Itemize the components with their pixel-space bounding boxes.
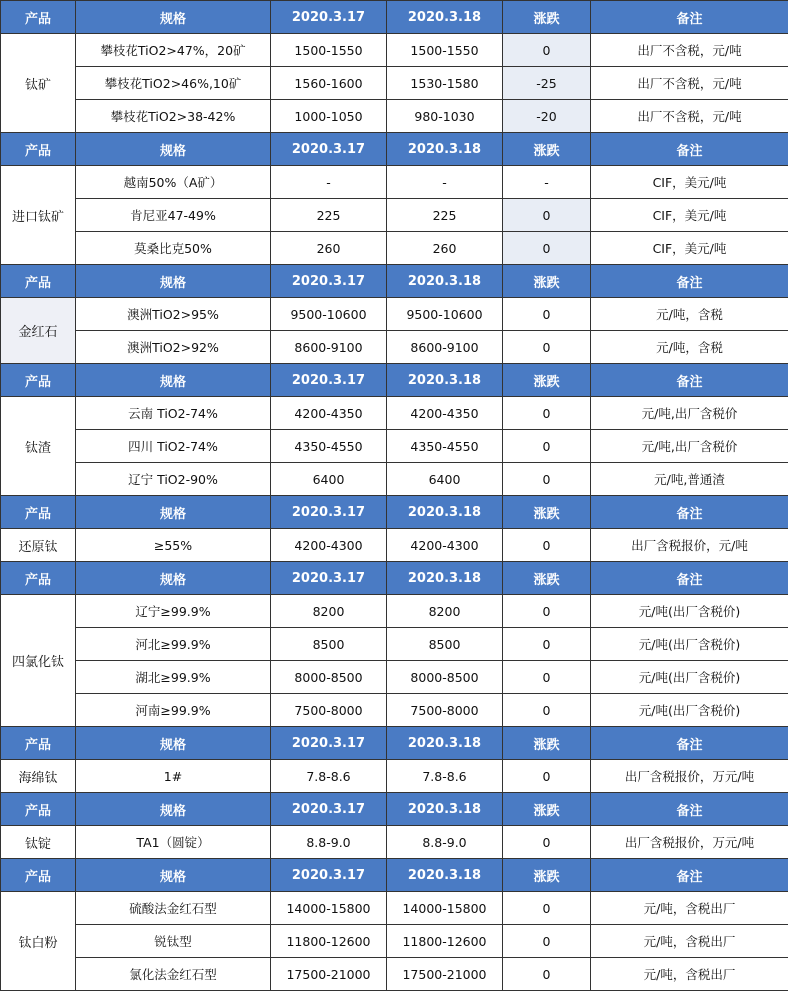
header-note: 备注 [591, 1, 788, 34]
change-cell: 0 [503, 661, 591, 694]
change-cell: -20 [503, 100, 591, 133]
header-date1: 2020.3.17 [271, 496, 387, 529]
change-cell: 0 [503, 430, 591, 463]
price-date1-cell: - [271, 166, 387, 199]
change-cell: 0 [503, 199, 591, 232]
change-cell: 0 [503, 892, 591, 925]
note-cell: 元/吨(出厂含税价) [591, 595, 788, 628]
change-cell: -25 [503, 67, 591, 100]
price-date1-cell: 1560-1600 [271, 67, 387, 100]
note-cell: 出厂不含税，元/吨 [591, 100, 788, 133]
price-date2-cell: 225 [387, 199, 503, 232]
product-name: 钛矿 [1, 34, 76, 133]
header-row [1, 133, 788, 166]
change-cell: 0 [503, 463, 591, 496]
header-product: 产品 [1, 133, 76, 166]
price-date2-cell: 8000-8500 [387, 661, 503, 694]
price-date2-cell: 8.8-9.0 [387, 826, 503, 859]
price-date1-cell: 1000-1050 [271, 100, 387, 133]
spec-cell: 云南 TiO2-74% [76, 397, 271, 430]
table-row [1, 166, 788, 199]
spec-cell: 四川 TiO2-74% [76, 430, 271, 463]
header-note: 备注 [591, 133, 788, 166]
header-note: 备注 [591, 859, 788, 892]
header-spec: 规格 [76, 265, 271, 298]
header-date2: 2020.3.18 [387, 265, 503, 298]
change-cell: 0 [503, 529, 591, 562]
header-note: 备注 [591, 562, 788, 595]
price-date2-cell: 7.8-8.6 [387, 760, 503, 793]
change-cell: 0 [503, 760, 591, 793]
price-date2-cell: 4200-4350 [387, 397, 503, 430]
price-date2-cell: 1500-1550 [387, 34, 503, 67]
change-cell: 0 [503, 628, 591, 661]
table-row [1, 397, 788, 430]
table-row [1, 199, 788, 232]
table-row [1, 595, 788, 628]
header-spec: 规格 [76, 793, 271, 826]
price-date2-cell: - [387, 166, 503, 199]
note-cell: 元/吨,出厂含税价 [591, 397, 788, 430]
product-name: 海绵钛 [1, 760, 76, 793]
product-name: 金红石 [1, 298, 76, 364]
header-date1: 2020.3.17 [271, 793, 387, 826]
note-cell: 元/吨(出厂含税价) [591, 694, 788, 727]
header-date2: 2020.3.18 [387, 1, 503, 34]
header-date1: 2020.3.17 [271, 562, 387, 595]
price-date1-cell: 260 [271, 232, 387, 265]
table-row [1, 826, 788, 859]
header-date2: 2020.3.18 [387, 496, 503, 529]
spec-cell: 莫桑比克50% [76, 232, 271, 265]
header-date1: 2020.3.17 [271, 364, 387, 397]
price-date1-cell: 8600-9100 [271, 331, 387, 364]
change-cell: 0 [503, 397, 591, 430]
table-row [1, 298, 788, 331]
header-change: 涨跌 [503, 727, 591, 760]
spec-cell: 辽宁≥99.9% [76, 595, 271, 628]
table-row [1, 958, 788, 991]
header-note: 备注 [591, 364, 788, 397]
header-date1: 2020.3.17 [271, 727, 387, 760]
table-row [1, 694, 788, 727]
header-row [1, 364, 788, 397]
change-cell: 0 [503, 826, 591, 859]
header-note: 备注 [591, 793, 788, 826]
price-date1-cell: 4200-4350 [271, 397, 387, 430]
spec-cell: 氯化法金红石型 [76, 958, 271, 991]
header-spec: 规格 [76, 496, 271, 529]
spec-cell: 澳洲TiO2>92% [76, 331, 271, 364]
price-date2-cell: 980-1030 [387, 100, 503, 133]
header-product: 产品 [1, 793, 76, 826]
price-date1-cell: 11800-12600 [271, 925, 387, 958]
note-cell: 元/吨，含税 [591, 298, 788, 331]
change-cell: 0 [503, 331, 591, 364]
price-date2-cell: 11800-12600 [387, 925, 503, 958]
change-cell: 0 [503, 595, 591, 628]
price-date1-cell: 14000-15800 [271, 892, 387, 925]
price-date1-cell: 4200-4300 [271, 529, 387, 562]
price-date1-cell: 9500-10600 [271, 298, 387, 331]
header-date2: 2020.3.18 [387, 562, 503, 595]
spec-cell: 河北≥99.9% [76, 628, 271, 661]
header-note: 备注 [591, 727, 788, 760]
header-product: 产品 [1, 727, 76, 760]
price-date2-cell: 17500-21000 [387, 958, 503, 991]
spec-cell: 攀枝花TiO2>46%,10矿 [76, 67, 271, 100]
change-cell: 0 [503, 958, 591, 991]
header-date1: 2020.3.17 [271, 133, 387, 166]
spec-cell: 1# [76, 760, 271, 793]
header-product: 产品 [1, 265, 76, 298]
header-row [1, 859, 788, 892]
spec-cell: 辽宁 TiO2-90% [76, 463, 271, 496]
price-date2-cell: 260 [387, 232, 503, 265]
header-change: 涨跌 [503, 562, 591, 595]
header-row [1, 1, 788, 34]
header-row [1, 793, 788, 826]
table-row [1, 67, 788, 100]
table-row [1, 100, 788, 133]
header-date2: 2020.3.18 [387, 364, 503, 397]
header-product: 产品 [1, 496, 76, 529]
table-row [1, 529, 788, 562]
table-row [1, 925, 788, 958]
table-row [1, 760, 788, 793]
note-cell: 元/吨，含税出厂 [591, 892, 788, 925]
header-product: 产品 [1, 364, 76, 397]
note-cell: 元/吨，含税出厂 [591, 958, 788, 991]
spec-cell: 越南50%（A矿） [76, 166, 271, 199]
header-note: 备注 [591, 265, 788, 298]
header-spec: 规格 [76, 1, 271, 34]
header-date2: 2020.3.18 [387, 133, 503, 166]
price-date2-cell: 14000-15800 [387, 892, 503, 925]
header-product: 产品 [1, 859, 76, 892]
price-date2-cell: 9500-10600 [387, 298, 503, 331]
product-name: 还原钛 [1, 529, 76, 562]
price-table-body [1, 1, 788, 991]
note-cell: 元/吨(出厂含税价) [591, 661, 788, 694]
note-cell: CIF，美元/吨 [591, 199, 788, 232]
price-date2-cell: 4200-4300 [387, 529, 503, 562]
header-spec: 规格 [76, 727, 271, 760]
price-date1-cell: 8200 [271, 595, 387, 628]
spec-cell: ≥55% [76, 529, 271, 562]
note-cell: 元/吨,出厂含税价 [591, 430, 788, 463]
table-row [1, 430, 788, 463]
change-cell: - [503, 166, 591, 199]
header-row [1, 562, 788, 595]
product-name: 钛渣 [1, 397, 76, 496]
change-cell: 0 [503, 34, 591, 67]
price-date1-cell: 6400 [271, 463, 387, 496]
price-date1-cell: 17500-21000 [271, 958, 387, 991]
price-date2-cell: 1530-1580 [387, 67, 503, 100]
price-date1-cell: 8.8-9.0 [271, 826, 387, 859]
spec-cell: 锐钛型 [76, 925, 271, 958]
price-date1-cell: 1500-1550 [271, 34, 387, 67]
price-date1-cell: 7500-8000 [271, 694, 387, 727]
table-row [1, 34, 788, 67]
note-cell: 出厂不含税，元/吨 [591, 34, 788, 67]
header-date2: 2020.3.18 [387, 859, 503, 892]
table-row [1, 463, 788, 496]
note-cell: CIF，美元/吨 [591, 166, 788, 199]
price-date1-cell: 8000-8500 [271, 661, 387, 694]
header-date2: 2020.3.18 [387, 793, 503, 826]
product-name: 钛锭 [1, 826, 76, 859]
price-date2-cell: 8500 [387, 628, 503, 661]
header-date1: 2020.3.17 [271, 265, 387, 298]
header-spec: 规格 [76, 133, 271, 166]
header-change: 涨跌 [503, 793, 591, 826]
header-change: 涨跌 [503, 364, 591, 397]
note-cell: CIF，美元/吨 [591, 232, 788, 265]
spec-cell: 河南≥99.9% [76, 694, 271, 727]
price-date1-cell: 225 [271, 199, 387, 232]
header-row [1, 727, 788, 760]
price-date2-cell: 4350-4550 [387, 430, 503, 463]
price-date1-cell: 4350-4550 [271, 430, 387, 463]
note-cell: 元/吨，含税出厂 [591, 925, 788, 958]
spec-cell: 肯尼亚47-49% [76, 199, 271, 232]
header-date1: 2020.3.17 [271, 859, 387, 892]
price-date2-cell: 8200 [387, 595, 503, 628]
note-cell: 元/吨，含税 [591, 331, 788, 364]
header-change: 涨跌 [503, 859, 591, 892]
header-change: 涨跌 [503, 133, 591, 166]
spec-cell: 澳洲TiO2>95% [76, 298, 271, 331]
header-product: 产品 [1, 562, 76, 595]
note-cell: 元/吨,普通渣 [591, 463, 788, 496]
change-cell: 0 [503, 925, 591, 958]
product-name: 四氯化钛 [1, 595, 76, 727]
spec-cell: 攀枝花TiO2>38-42% [76, 100, 271, 133]
header-change: 涨跌 [503, 1, 591, 34]
header-spec: 规格 [76, 859, 271, 892]
price-date2-cell: 7500-8000 [387, 694, 503, 727]
spec-cell: 攀枝花TiO2>47%，20矿 [76, 34, 271, 67]
table-row [1, 661, 788, 694]
header-change: 涨跌 [503, 265, 591, 298]
change-cell: 0 [503, 298, 591, 331]
price-date2-cell: 6400 [387, 463, 503, 496]
header-product: 产品 [1, 1, 76, 34]
spec-cell: TA1（圆锭） [76, 826, 271, 859]
spec-cell: 湖北≥99.9% [76, 661, 271, 694]
product-name: 钛白粉 [1, 892, 76, 991]
price-date2-cell: 8600-9100 [387, 331, 503, 364]
note-cell: 出厂含税报价，元/吨 [591, 529, 788, 562]
header-change: 涨跌 [503, 496, 591, 529]
header-row [1, 496, 788, 529]
price-date1-cell: 8500 [271, 628, 387, 661]
price-date1-cell: 7.8-8.6 [271, 760, 387, 793]
table-row [1, 628, 788, 661]
product-name: 进口钛矿 [1, 166, 76, 265]
table-row [1, 232, 788, 265]
spec-cell: 硫酸法金红石型 [76, 892, 271, 925]
header-spec: 规格 [76, 364, 271, 397]
header-note: 备注 [591, 496, 788, 529]
table-row [1, 331, 788, 364]
header-row [1, 265, 788, 298]
header-spec: 规格 [76, 562, 271, 595]
change-cell: 0 [503, 694, 591, 727]
header-date2: 2020.3.18 [387, 727, 503, 760]
note-cell: 出厂含税报价，万元/吨 [591, 760, 788, 793]
change-cell: 0 [503, 232, 591, 265]
header-date1: 2020.3.17 [271, 1, 387, 34]
note-cell: 元/吨(出厂含税价) [591, 628, 788, 661]
note-cell: 出厂不含税，元/吨 [591, 67, 788, 100]
table-row [1, 892, 788, 925]
note-cell: 出厂含税报价，万元/吨 [591, 826, 788, 859]
